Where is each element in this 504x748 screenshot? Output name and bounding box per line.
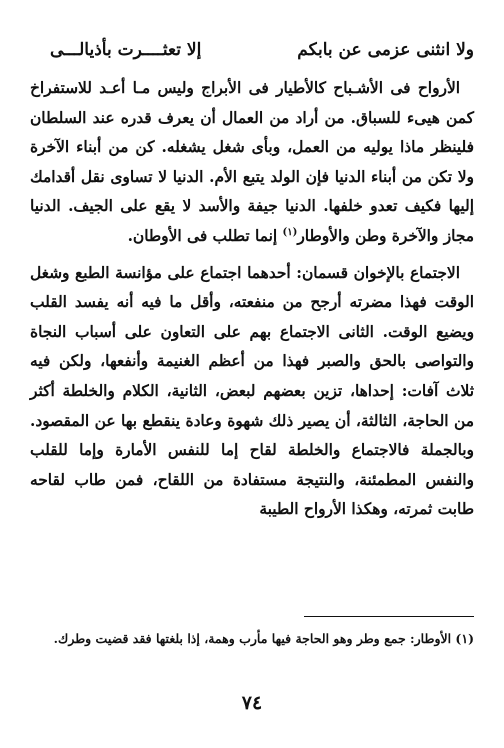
paragraph-1-text: الأرواح فى الأشـباح كالأطيار فى الأبراج وليس مـا أعـد للاستفراخ كمن هيىء للسباق. من أراد من العمال أن يعرف قدره عند السلطان فلينظر ماذا يوليه من العمل، وبأى شغل يشغله. كن من أبناء الآخرة ولا تكن من أبناء الدنيا فإن الولد يتبع الأم. الدنيا لا تساوى نقل أقدامك إليها فكيف تعدو خلفها. الدنيا جيفة والأسد لا يقع على الجيف. الدنيا مجاز والآخرة وطن والأوطار <box>30 79 474 245</box>
paragraph-1-tail: إنما تطلب فى الأوطان. <box>127 226 283 245</box>
poetry-verse <box>50 32 474 68</box>
page-number: ٧٤ <box>241 692 263 714</box>
footnote-divider <box>304 616 474 617</box>
body-text <box>30 74 474 525</box>
paragraph-2: الاجتماع بالإخوان قسمان: أحدهما اجتماع على مؤانسة الطبع وشغل الوقت فهذا مضرته أرجح من منفعته، وأقل ما فيه أنه يفسد القلب ويضيع الوقت. الثانى الاجتماع بهم على التعاون على أسباب النجاة والتواصى بالحق والصبر فهذا من أعظم الغنيمة وأنفعها، ولكن فيه ثلاث آفات: إحداها، تزين بعضهم لبعض، الثانية، الكلام والخلطة أكثر من الحاجة، الثالثة، أن يصير ذلك شهوة وعادة ينقطع بها عن المقصود. وبالجملة فالاجتماع والخلطة لقاح إما للنفس الأمارة وإما للقلب والنفس المطمئنة، والنتيجة مستفادة من اللقاح، فمن طاب لقاحه طابت ثمرته، وهكذا الأرواح الطيبة <box>30 263 474 519</box>
verse-second-hemistich: إلا تعثــــرت بأذيالـــى <box>50 40 202 60</box>
verse-first-hemistich: ولا انثنى عزمى عن بابكم <box>297 40 474 60</box>
paragraph-1 <box>30 74 474 252</box>
footnote: (١) الأوطار: جمع وطر وهو الحاجة فيها مأرب وهمة، إذا بلغتها فقد قضيت وطرك. <box>53 631 474 646</box>
footnote-reference: (١) <box>282 226 298 238</box>
